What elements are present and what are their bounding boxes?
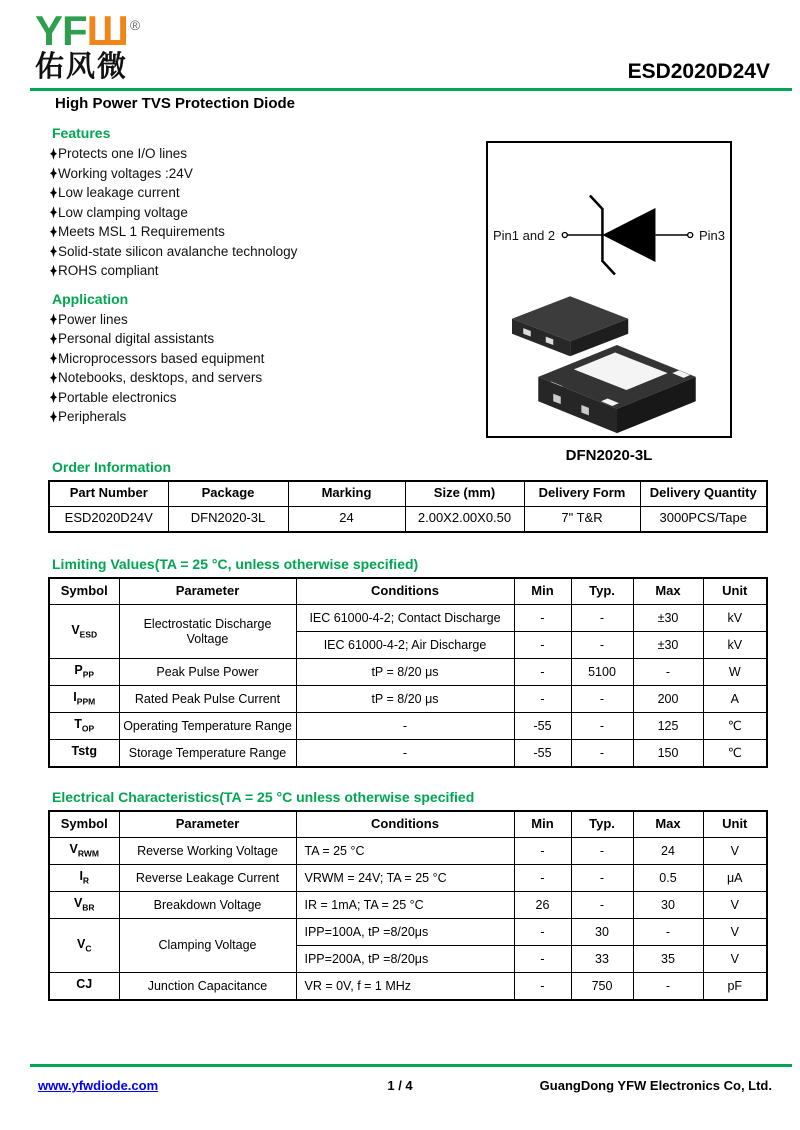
cell-unit: A bbox=[703, 686, 767, 713]
website-link[interactable]: www.yfwdiode.com bbox=[38, 1078, 159, 1093]
table-header-row bbox=[49, 578, 767, 605]
cell-symbol: $I_R$ bbox=[49, 865, 119, 892]
cell-unit: V bbox=[703, 838, 767, 865]
cell-conditions: VR = 0V, f = 1 MHz bbox=[296, 973, 514, 1000]
header-divider bbox=[30, 88, 792, 91]
table-header-row bbox=[49, 481, 767, 507]
bullet-icon bbox=[50, 411, 57, 423]
cell-typ: - bbox=[571, 632, 633, 659]
column-header: Max bbox=[633, 578, 703, 605]
table-row bbox=[49, 919, 767, 946]
column-header: Symbol bbox=[49, 811, 119, 838]
cell-conditions: TA = 25 °C bbox=[296, 838, 514, 865]
cell-parameter: Junction Capacitance bbox=[119, 973, 296, 1000]
footer bbox=[0, 1078, 800, 1098]
bullet-icon bbox=[50, 352, 57, 364]
cell-symbol: $V_{RWM}$ bbox=[49, 838, 119, 865]
bullet-icon bbox=[50, 167, 57, 179]
table-row bbox=[49, 973, 767, 1000]
cell-conditions: IEC 61000-4-2; Contact Discharge bbox=[296, 605, 514, 632]
package-diagram-box bbox=[486, 141, 732, 464]
bullet-icon bbox=[50, 265, 57, 277]
bullet-icon bbox=[50, 187, 57, 199]
limiting-values-table bbox=[48, 577, 768, 768]
logo-w-glyph: Ш bbox=[86, 7, 128, 54]
feature-text: Working voltages :24V bbox=[58, 165, 193, 181]
tvs-diode-symbol-icon bbox=[560, 191, 695, 279]
cell-delivery-quantity: 3000PCS/Tape bbox=[640, 507, 767, 532]
column-header: Typ. bbox=[571, 811, 633, 838]
company-name: GuangDong YFW Electronics Co, Ltd. bbox=[539, 1078, 772, 1093]
application-text: Peripherals bbox=[58, 409, 127, 425]
cell-max: ±30 bbox=[633, 605, 703, 632]
column-header: Delivery Form bbox=[524, 481, 640, 507]
cell-unit: pF bbox=[703, 973, 767, 1000]
application-text: Portable electronics bbox=[58, 389, 177, 405]
cell-unit: kV bbox=[703, 605, 767, 632]
limiting-values-heading: Limiting Values(TA = 25 °C, unless otherwise specified) bbox=[52, 555, 419, 572]
logo-chinese-name: 佑风微 bbox=[35, 51, 129, 83]
page-number: 1 / 4 bbox=[387, 1078, 413, 1093]
bullet-icon bbox=[50, 372, 57, 384]
logo-wordmark bbox=[35, 7, 800, 54]
cell-typ: - bbox=[571, 605, 633, 632]
table-row bbox=[49, 740, 767, 767]
cell-max: - bbox=[633, 973, 703, 1000]
cell-typ: - bbox=[571, 892, 633, 919]
table-row bbox=[49, 686, 767, 713]
cell-max: 30 bbox=[633, 892, 703, 919]
cell-min: - bbox=[514, 865, 571, 892]
feature-text: Low clamping voltage bbox=[58, 204, 188, 220]
document-title: High Power TVS Protection Diode bbox=[55, 95, 296, 112]
cell-min: - bbox=[514, 659, 571, 686]
cell-max: 0.5 bbox=[633, 865, 703, 892]
cell-conditions: VRWM = 24V; TA = 25 °C bbox=[296, 865, 514, 892]
cell-parameter: Reverse Leakage Current bbox=[119, 865, 296, 892]
cell-conditions: - bbox=[296, 740, 514, 767]
cell-symbol: $V_{BR}$ bbox=[49, 892, 119, 919]
features-heading: Features bbox=[52, 125, 111, 141]
cell-conditions: IR = 1mA; TA = 25 °C bbox=[296, 892, 514, 919]
cell-unit: ℃ bbox=[703, 713, 767, 740]
cell-delivery-form: 7" T&R bbox=[524, 507, 640, 532]
cell-min: -55 bbox=[514, 713, 571, 740]
bullet-icon bbox=[50, 333, 57, 345]
column-header: Marking bbox=[288, 481, 405, 507]
table-row bbox=[49, 659, 767, 686]
feature-text: Meets MSL 1 Requirements bbox=[58, 224, 225, 240]
table-row bbox=[49, 507, 767, 532]
cell-symbol: $V_C$ bbox=[49, 919, 119, 973]
cell-max: 200 bbox=[633, 686, 703, 713]
application-heading: Application bbox=[52, 290, 129, 307]
cell-parameter: Storage Temperature Range bbox=[119, 740, 296, 767]
table-header-row bbox=[49, 811, 767, 838]
feature-text: Solid-state silicon avalanche technology bbox=[58, 243, 298, 259]
application-text: Notebooks, desktops, and servers bbox=[58, 370, 263, 386]
table-row bbox=[49, 605, 767, 632]
cell-parameter: Rated Peak Pulse Current bbox=[119, 686, 296, 713]
cell-max: 150 bbox=[633, 740, 703, 767]
cell-min: - bbox=[514, 919, 571, 946]
column-header: Symbol bbox=[49, 578, 119, 605]
column-header: Delivery Quantity bbox=[640, 481, 767, 507]
electrical-characteristics-table bbox=[48, 810, 768, 1001]
cell-max: - bbox=[633, 919, 703, 946]
cell-min: - bbox=[514, 946, 571, 973]
cell-unit: ℃ bbox=[703, 740, 767, 767]
cell-conditions: IPP=100A, tP =8/20μs bbox=[296, 919, 514, 946]
cell-parameter: Reverse Working Voltage bbox=[119, 838, 296, 865]
column-header: Conditions bbox=[296, 811, 514, 838]
cell-symbol: $V_{ESD}$ bbox=[49, 605, 119, 659]
package-name-label: DFN2020-3L bbox=[565, 447, 653, 464]
cell-conditions: - bbox=[296, 713, 514, 740]
cell-unit: μA bbox=[703, 865, 767, 892]
column-header: Min bbox=[514, 578, 571, 605]
cell-parameter: Breakdown Voltage bbox=[119, 892, 296, 919]
cell-min: - bbox=[514, 973, 571, 1000]
header bbox=[0, 0, 800, 82]
order-information-table bbox=[48, 480, 768, 533]
bullet-icon bbox=[50, 206, 57, 218]
table-row bbox=[49, 838, 767, 865]
cell-symbol: $T_{OP}$ bbox=[49, 713, 119, 740]
cell-conditions: IPP=200A, tP =8/20μs bbox=[296, 946, 514, 973]
bullet-icon bbox=[50, 226, 57, 238]
cell-max: 24 bbox=[633, 838, 703, 865]
cell-min: -55 bbox=[514, 740, 571, 767]
cell-conditions: tP = 8/20 μs bbox=[296, 659, 514, 686]
bullet-icon bbox=[50, 148, 57, 160]
cell-unit: V bbox=[703, 946, 767, 973]
feature-text: Low leakage current bbox=[58, 185, 180, 201]
cell-max: 125 bbox=[633, 713, 703, 740]
table-row bbox=[49, 713, 767, 740]
cell-unit: W bbox=[703, 659, 767, 686]
dfn-package-3d-icon bbox=[497, 289, 722, 447]
cell-max: 35 bbox=[633, 946, 703, 973]
cell-parameter: Clamping Voltage bbox=[119, 919, 296, 973]
cell-min: - bbox=[514, 605, 571, 632]
column-header: Size (mm) bbox=[405, 481, 524, 507]
column-header: Package bbox=[168, 481, 288, 507]
cell-parameter: Peak Pulse Power bbox=[119, 659, 296, 686]
cell-typ: 33 bbox=[571, 946, 633, 973]
cell-symbol: $P_{PP}$ bbox=[49, 659, 119, 686]
cell-size: 2.00X2.00X0.50 bbox=[405, 507, 524, 532]
cell-part-number: ESD2020D24V bbox=[49, 507, 168, 532]
cell-max: ±30 bbox=[633, 632, 703, 659]
footer-divider bbox=[30, 1064, 792, 1067]
column-header: Typ. bbox=[571, 578, 633, 605]
column-header: Min bbox=[514, 811, 571, 838]
cell-min: - bbox=[514, 838, 571, 865]
bullet-icon bbox=[50, 313, 57, 325]
cell-typ: 30 bbox=[571, 919, 633, 946]
cell-min: 26 bbox=[514, 892, 571, 919]
column-header: Parameter bbox=[119, 578, 296, 605]
pin-left-label: Pin1 and 2 bbox=[493, 227, 556, 243]
registered-mark-icon: ® bbox=[129, 17, 141, 33]
cell-max: - bbox=[633, 659, 703, 686]
cell-typ: 750 bbox=[571, 973, 633, 1000]
part-number-title: ESD2020D24V bbox=[627, 60, 770, 83]
cell-parameter: Electrostatic Discharge Voltage bbox=[119, 605, 296, 659]
cell-conditions: tP = 8/20 μs bbox=[296, 686, 514, 713]
electrical-characteristics-heading: Electrical Characteristics(TA = 25 °C unless otherwise specified bbox=[52, 788, 475, 805]
cell-unit: V bbox=[703, 892, 767, 919]
cell-symbol: CJ bbox=[49, 973, 119, 1000]
cell-symbol: $I_{PPM}$ bbox=[49, 686, 119, 713]
pin-right-label: Pin3 bbox=[698, 227, 725, 243]
feature-text: Protects one I/O lines bbox=[58, 146, 188, 162]
cell-typ: - bbox=[571, 713, 633, 740]
cell-marking: 24 bbox=[288, 507, 405, 532]
bullet-icon bbox=[50, 245, 57, 257]
cell-unit: kV bbox=[703, 632, 767, 659]
table-row bbox=[49, 892, 767, 919]
column-header: Conditions bbox=[296, 578, 514, 605]
cell-typ: - bbox=[571, 865, 633, 892]
column-header: Unit bbox=[703, 578, 767, 605]
cell-min: - bbox=[514, 632, 571, 659]
cell-typ: - bbox=[571, 838, 633, 865]
application-text: Personal digital assistants bbox=[58, 331, 215, 347]
column-header: Max bbox=[633, 811, 703, 838]
cell-typ: - bbox=[571, 686, 633, 713]
cell-unit: V bbox=[703, 919, 767, 946]
column-header: Part Number bbox=[49, 481, 168, 507]
cell-typ: 5100 bbox=[571, 659, 633, 686]
bullet-icon bbox=[50, 391, 57, 403]
cell-symbol: Tstg bbox=[49, 740, 119, 767]
logo-yf: YF bbox=[35, 7, 87, 54]
table-row bbox=[49, 865, 767, 892]
column-header: Unit bbox=[703, 811, 767, 838]
feature-text: ROHS compliant bbox=[58, 263, 159, 279]
package-photo bbox=[488, 289, 730, 447]
cell-package: DFN2020-3L bbox=[168, 507, 288, 532]
order-information-heading: Order Information bbox=[52, 458, 172, 475]
cell-typ: - bbox=[571, 740, 633, 767]
column-header: Parameter bbox=[119, 811, 296, 838]
cell-conditions: IEC 61000-4-2; Air Discharge bbox=[296, 632, 514, 659]
cell-min: - bbox=[514, 686, 571, 713]
cell-parameter: Operating Temperature Range bbox=[119, 713, 296, 740]
diode-symbol-row bbox=[488, 191, 730, 279]
application-text: Power lines bbox=[58, 311, 128, 327]
application-text: Microprocessors based equipment bbox=[58, 350, 265, 366]
